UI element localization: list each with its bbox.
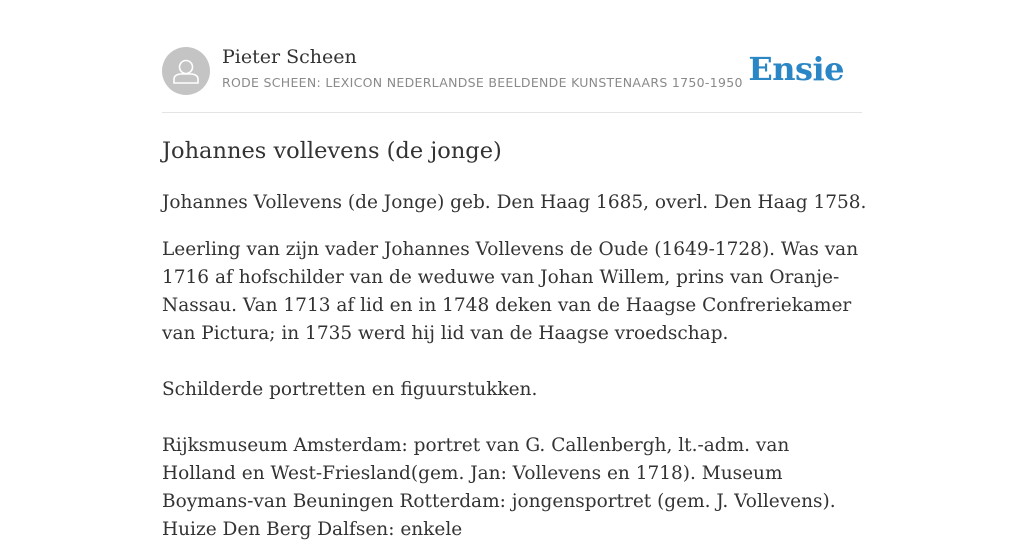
article-paragraph: Schilderde portretten en figuurstukken. xyxy=(162,379,538,400)
article-paragraph: Leerling van zijn vader Johannes Vollevens de Oude (1649-1728). Was van 1716 af hofschilder van de weduwe van Johan Willem, prins van Oranje-Nassau. Van 1713 af lid en in 1748 deken van de Haagse Confreriekamer van Pictura; in 1735 werd hij lid van de Haagse vroedschap. xyxy=(162,239,859,344)
user-icon xyxy=(162,47,210,95)
article-body xyxy=(162,189,867,544)
author-name[interactable]: Pieter Scheen xyxy=(222,46,357,68)
article-title: Johannes vollevens (de jonge) xyxy=(162,138,502,164)
avatar[interactable] xyxy=(162,47,210,95)
source-title[interactable]: RODE SCHEEN: LEXICON NEDERLANDSE BEELDENDE KUNSTENAARS 1750-1950 xyxy=(222,75,743,90)
article-intro: Johannes Vollevens (de Jonge) geb. Den Haag 1685, overl. Den Haag 1758. xyxy=(162,192,867,213)
brand-logo[interactable]: Ensie xyxy=(748,50,844,88)
article-paragraph-spacer xyxy=(162,404,862,432)
article-paragraph-spacer xyxy=(162,348,862,376)
header xyxy=(162,0,862,113)
page xyxy=(162,0,867,540)
article-paragraph: Rijksmuseum Amsterdam: portret van G. Callenbergh, lt.-adm. van Holland en West-Friesland(gem. Jan: Vollevens en 1718). Museum Boymans-van Beuningen Rotterdam: jongensportret (gem. J. Vollevens). Huize Den Berg Dalfsen: enkele xyxy=(162,435,836,540)
